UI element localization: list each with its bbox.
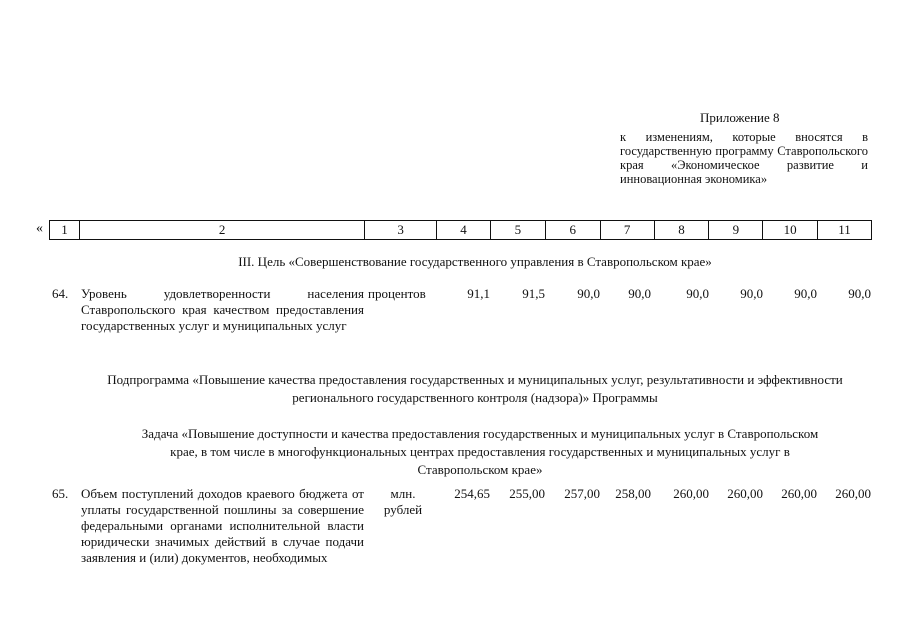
row-64-number: 64. [52,286,69,301]
row-64-value-9: 90,0 [740,286,763,301]
header-col-6: 6 [546,221,601,239]
row-65-value-7: 258,00 [615,486,651,501]
header-col-7: 7 [601,221,655,239]
header-col-1: 1 [50,221,80,239]
row-65-unit: млн. рублей [383,486,423,517]
row-65-value-9: 260,00 [727,486,763,501]
row-65-value-4: 254,65 [454,486,490,501]
row-64-unit: процентов [368,286,426,301]
header-col-3: 3 [365,221,437,239]
table-header-row [49,220,872,240]
row-65-value-8: 260,00 [673,486,709,501]
row-64-value-11: 90,0 [848,286,871,301]
appendix-description: к изменениям, которые вносятся в государственную программу Ставропольского края «Экономическое развитие и инновационная экономика» [620,130,868,186]
subprogram-title: Подпрограмма «Повышение качества предоставления государственных и муниципальных услуг, результативности и эффективности регионального государственного контроля (надзора)» Программы [107,372,843,405]
header-col-11: 11 [838,222,851,237]
header-col-8: 8 [655,221,710,239]
row-65-number: 65. [52,486,69,501]
header-col-2: 2 [80,221,365,239]
task-title: Задача «Повышение доступности и качества предоставления государственных и муниципальных услуг в Ставропольском крае, в том числе в многофункциональных центрах предоставления государственных и муниципальных услуг в Ставропольском крае» [141,426,819,477]
row-64-value-7: 90,0 [628,286,651,301]
row-65-value-10: 260,00 [781,486,817,501]
row-64-value-6: 90,0 [577,286,600,301]
row-65-indicator: Объем поступлений доходов краевого бюджета от уплаты государственной пошлины за совершение федеральными органами исполнительной власти юридически значимых действий в случае подачи заявления и (или) документов, необходимых [81,486,364,565]
row-64-value-4: 91,1 [467,286,490,301]
row-65-value-6: 257,00 [564,486,600,501]
header-col-4: 4 [437,221,491,239]
row-64-value-5: 91,5 [522,286,545,301]
row-65-value-11: 260,00 [835,486,871,501]
appendix-title: Приложение 8 [700,110,780,125]
row-64-indicator: Уровень удовлетворенности населения Ставропольского края качеством предоставления государственных услуг и муниципальных услуг [81,286,364,333]
header-col-5: 5 [491,221,546,239]
section-title: III. Цель «Совершенствование государственного управления в Ставропольском крае» [238,254,712,269]
row-64-value-8: 90,0 [686,286,709,301]
row-64-value-10: 90,0 [794,286,817,301]
header-col-10: 10 [763,221,818,239]
table-open-quote: « [36,221,43,236]
header-col-9: 9 [709,221,763,239]
row-65-value-5: 255,00 [509,486,545,501]
